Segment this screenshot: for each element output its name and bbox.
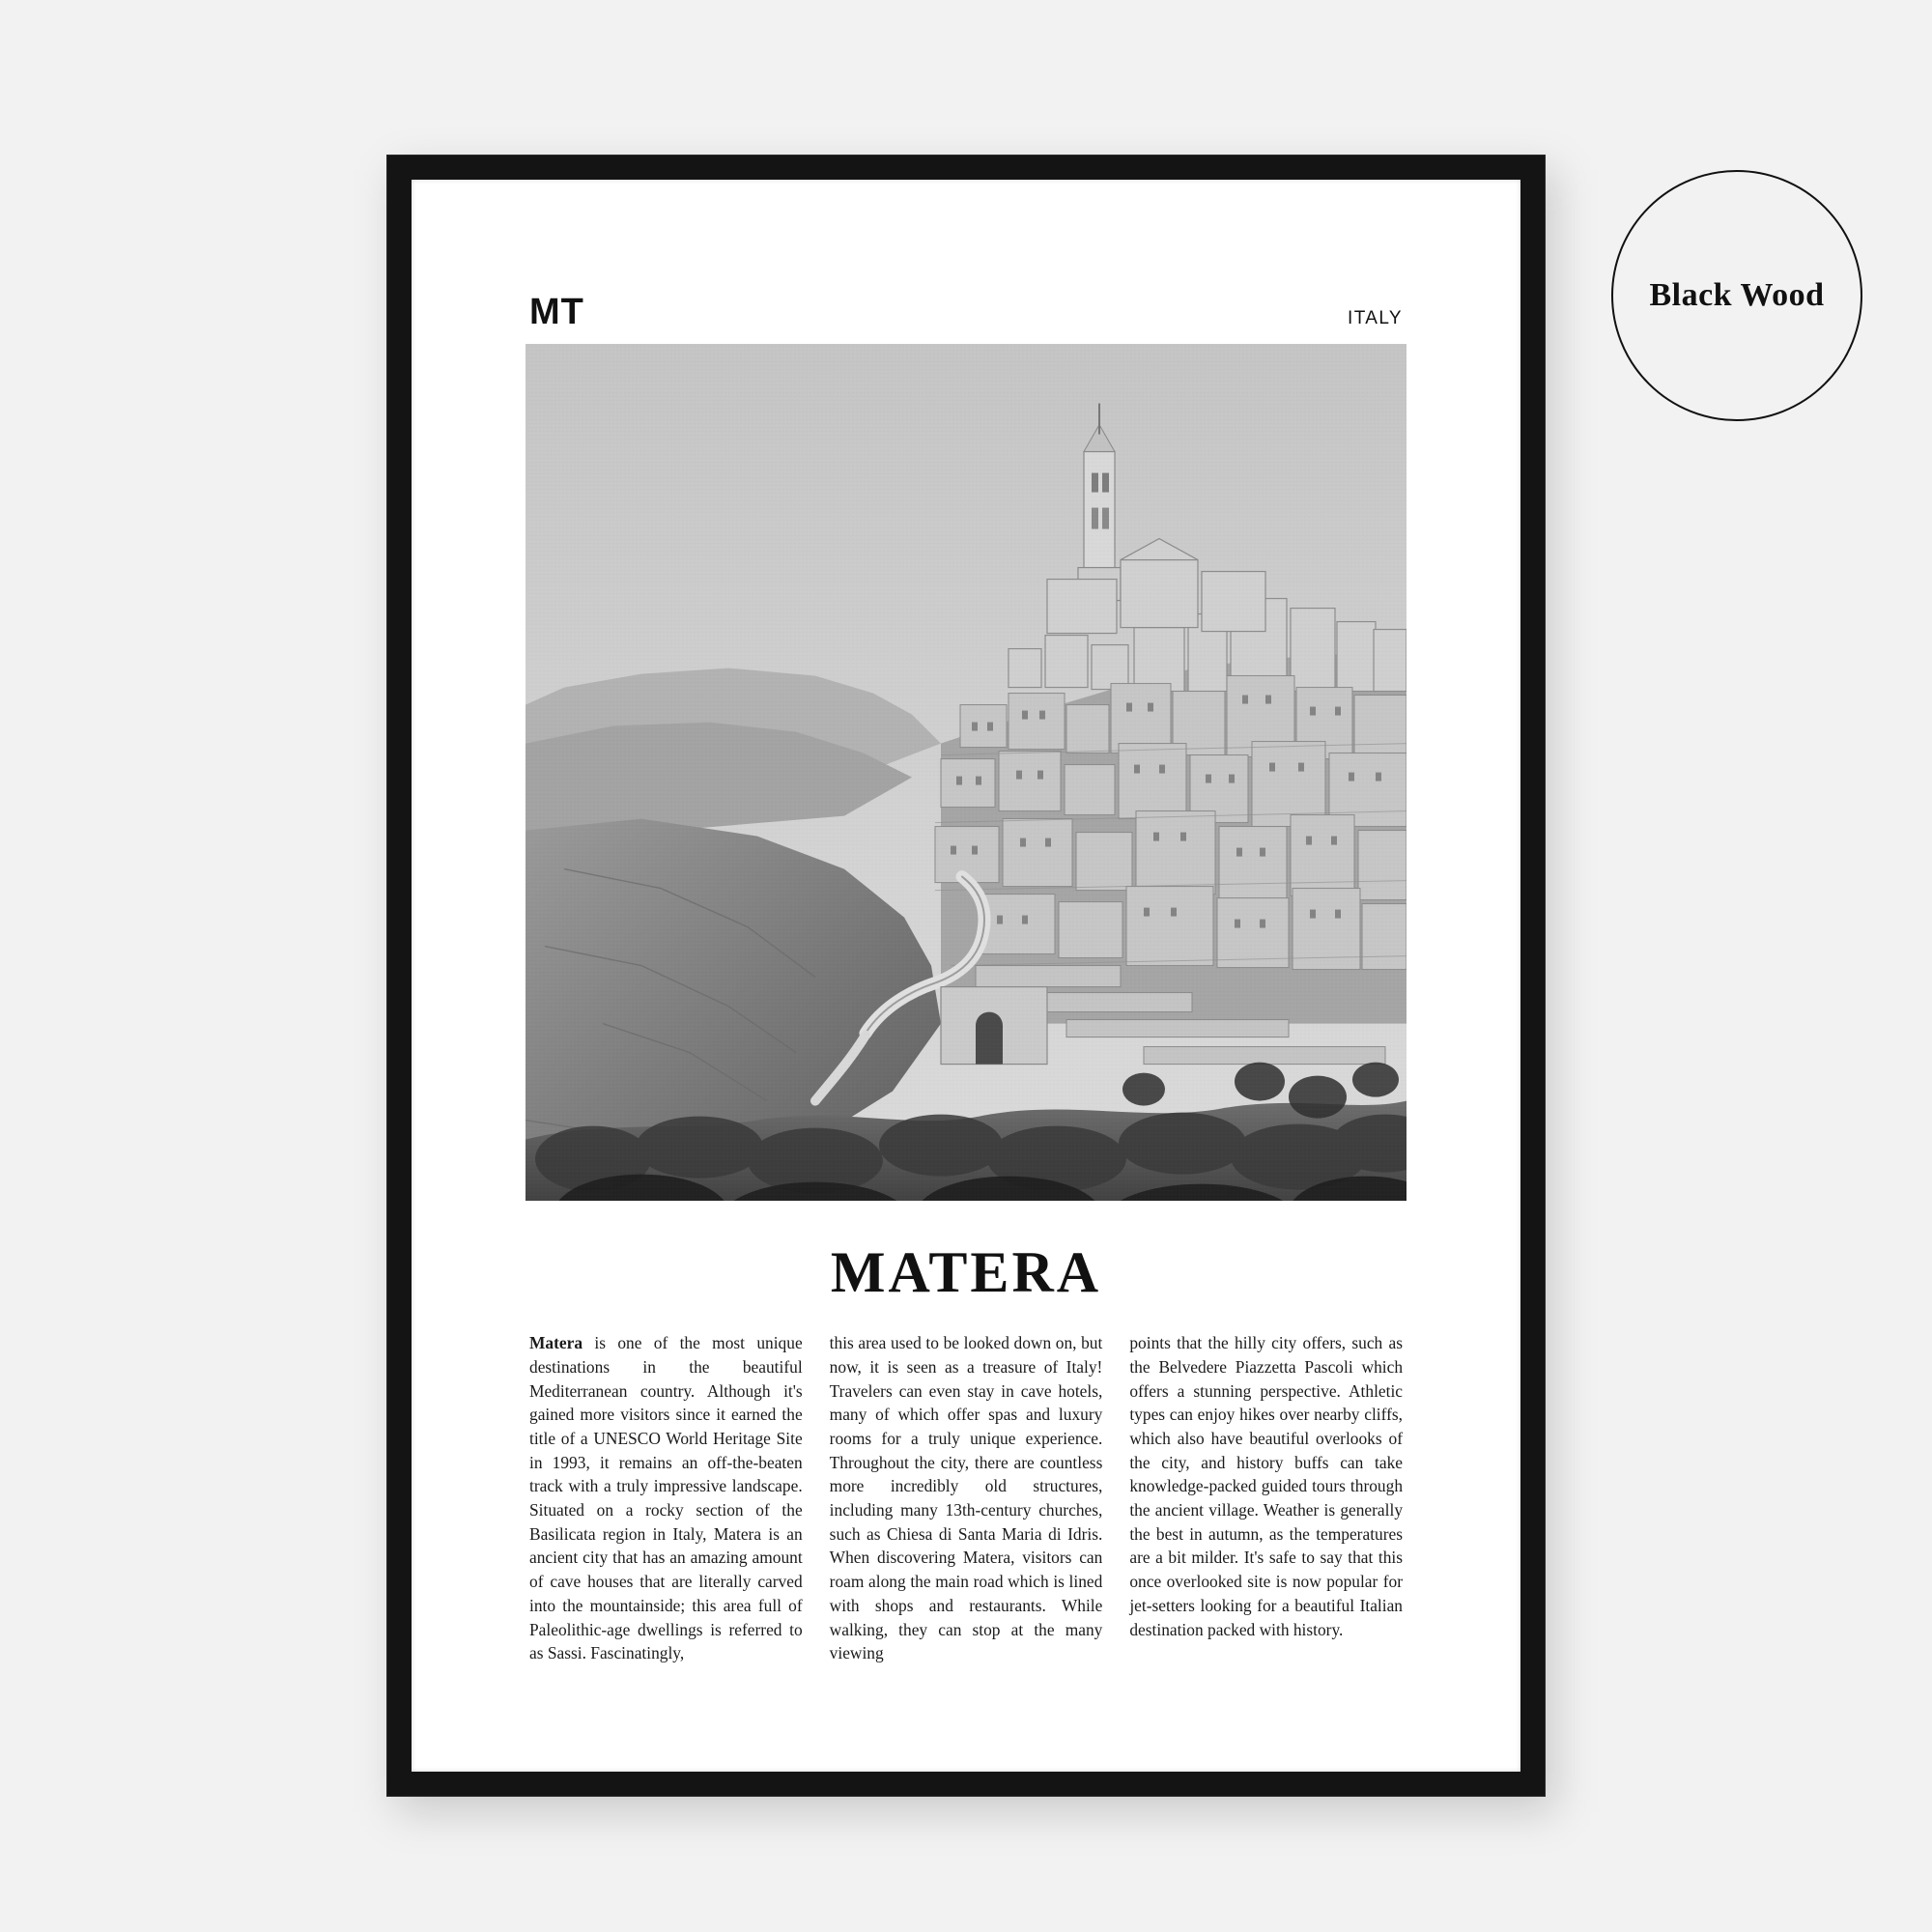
- poster-country: ITALY: [1348, 308, 1403, 328]
- poster-header: [526, 294, 1406, 344]
- poster-code: MT: [529, 292, 584, 332]
- poster: [526, 294, 1406, 1665]
- material-badge: [1611, 170, 1862, 421]
- frame-mat: [412, 180, 1520, 1772]
- body-column-3: points that the hilly city offers, such as the Belvedere Piazzetta Pascoli which offers a stunning perspective. Athletic types can enjoy hikes over nearby cliffs, which also have beautiful overlooks of the city, and history buffs can take knowledge-packed guided tours through the ancient village. Weather is generally the best in autumn, as the temperatures are a bit milder. It's safe to say that this once overlooked site is now popular for jet-setters looking for a beautiful Italian destination packed with history.: [1129, 1333, 1404, 1639]
- picture-frame: [386, 155, 1546, 1797]
- body-lead-word: Matera: [529, 1333, 583, 1353]
- body-column-1: [529, 1331, 803, 1665]
- poster-body-columns: [526, 1331, 1406, 1665]
- matera-photo-illustration: [526, 344, 1406, 1201]
- body-column-1-text: is one of the most unique destinations in the beautiful Mediterranean country. Although it's gained more visitors since it earned the title of a UNESCO World Heritage Site in 1993, it remains an off-the-beaten track with a truly impressive landscape. Situated on a rocky section of the Basilicata region in Italy, Matera is an ancient city that has an amazing amount of cave houses that are literally carved into the mountainside; this area full of Paleolithic-age dwellings is referred to as Sassi. Fascinatingly,: [529, 1333, 803, 1663]
- material-badge-label: Black Wood: [1649, 277, 1825, 313]
- page-title: MATERA: [830, 1240, 1102, 1305]
- poster-photo: [526, 344, 1406, 1201]
- body-column-2: this area used to be looked down on, but now, it is seen as a treasure of Italy! Travelers can even stay in cave hotels, many of which offer spas and luxury rooms for a truly unique experience. Throughout the city, there are countless more incredibly old structures, including many 13th-century churches, such as Chiesa di Santa Maria di Idris. When discovering Matera, visitors can roam along the main road which is lined with shops and restaurants. While walking, they can stop at the many viewing: [829, 1333, 1103, 1663]
